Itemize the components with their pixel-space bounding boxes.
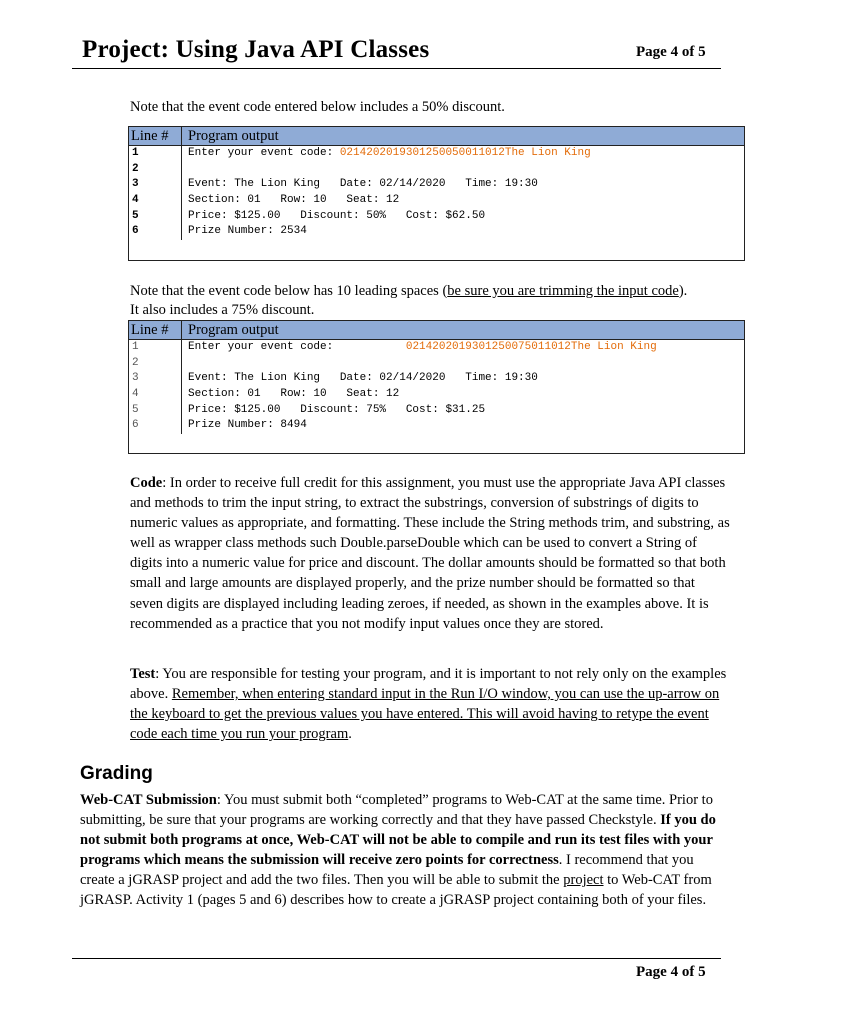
trim-hint: be sure you are trimming the input code: [447, 283, 679, 299]
output-line: [188, 146, 744, 162]
example2-note: Note that the event code below has 10 leading spaces (be sure you are trimming the input code).: [130, 283, 688, 299]
output-line: [188, 356, 744, 372]
output-line: Event: The Lion King Date: 02/14/2020 Time: 19:30: [188, 372, 538, 385]
code-text: : In order to receive full credit for this assignment, you must use the appropriate Java API classes and methods to trim the input string, to extract the substrings, conversion of substrings of digits to numeric values as appropriate, and formatting. These include the String methods trim, and substring, as well as wrapper class methods such Double.parseDouble which can be used to convert a String of digits into a numeric value for price and discount. The dollar amounts should be formatted so that both small and large amounts are displayed properly, and the prize number should be formatted so that seven digits are displayed including leading zeroes, if needed, as shown in the examples above. It is recommended as a practice that you not modify input values once they are stored.: [130, 475, 730, 632]
line-number: 5: [132, 209, 139, 222]
line-numbers: [129, 340, 182, 434]
line-numbers: [129, 146, 182, 240]
line-number: 6: [132, 419, 139, 432]
prompt-text: Enter your event code:: [188, 147, 340, 159]
program-output: [182, 146, 744, 240]
grading-heading: Grading: [80, 763, 153, 784]
example1-table: [128, 126, 745, 261]
example1-note: Note that the event code entered below includes a 50% discount.: [130, 99, 505, 115]
col-output-header: Program output: [188, 322, 279, 338]
user-input: 0214202019301250050011012The Lion King: [339, 147, 591, 159]
program-output: [182, 340, 744, 434]
output-line: [188, 340, 744, 356]
output-line: [188, 162, 744, 178]
output-line: Price: $125.00 Discount: 50% Cost: $62.50: [188, 209, 486, 222]
test-label: Test: [130, 666, 156, 682]
table-header: [129, 127, 744, 146]
code-paragraph: [130, 473, 730, 634]
line-number: 6: [132, 225, 139, 238]
footer-page-number: Page 4 of 5: [636, 964, 706, 980]
col-line-header: Line #: [129, 127, 182, 145]
output-line: Event: The Lion King Date: 02/14/2020 Time: 19:30: [188, 178, 538, 191]
footer-rule: [72, 958, 721, 959]
prompt-text: Enter your event code:: [188, 341, 406, 353]
test-paragraph: Test: You are responsible for testing your program, and it is important to not rely only on the examples above. Remember, when entering standard input in the Run I/O window, you can use the up-arrow on the keyboard to get the previous values you have entered. This will avoid having to retype the event code each time you run your program.: [130, 666, 727, 743]
line-number: 4: [132, 388, 139, 401]
line-number: 5: [132, 403, 139, 416]
example2-note-line2: It also includes a 75% discount.: [130, 302, 315, 318]
output-line: Price: $125.00 Discount: 75% Cost: $31.25: [188, 403, 486, 416]
webcat-label: Web-CAT Submission: [80, 792, 217, 808]
project-link[interactable]: project: [563, 872, 604, 889]
line-number: 4: [132, 194, 139, 207]
output-line: Prize Number: 2534: [188, 225, 307, 238]
line-number: 3: [132, 372, 139, 385]
line-number: 1: [132, 341, 139, 353]
line-number: 1: [132, 147, 139, 159]
line-number: 2: [132, 356, 139, 369]
output-line: Prize Number: 8494: [188, 419, 307, 432]
line-number: 2: [132, 162, 139, 175]
col-line-header: Line #: [129, 321, 182, 339]
code-label: Code: [130, 475, 163, 491]
table-header: [129, 321, 744, 340]
test-text: : You are responsible for testing your program, and it is important to not rely only on the examples above.: [130, 666, 727, 703]
test-tip: Remember, when entering standard input in the Run I/O window, you can use the up-arrow on the keyboard to get the previous values you have entered. This will avoid having to retype the event code each time you run your program: [130, 686, 720, 743]
warning-text: If you do not submit both programs at once, Web-CAT will not be able to compile and run its test files with your programs which means the submission will receive zero points for correctness: [80, 812, 716, 869]
header-rule: [72, 68, 721, 69]
output-line: Section: 01 Row: 10 Seat: 12: [188, 194, 400, 207]
output-line: Section: 01 Row: 10 Seat: 12: [188, 388, 400, 401]
header-page-number: Page 4 of 5: [636, 44, 706, 60]
user-input: 0214202019301250075011012The Lion King: [405, 341, 657, 353]
page-title: Project: Using Java API Classes: [82, 36, 430, 63]
col-output-header: Program output: [188, 128, 279, 144]
grading-paragraph: Web-CAT Submission: You must submit both “completed” programs to Web-CAT at the same time. Prior to submitting, be sure that your programs are working correctly and that they have passed Checkstyle. If you do not submit both programs at once, Web-CAT will not be able to compile and run its test files with your programs which means the submission will receive zero points for correctness. I recommend that you create a jGRASP project and add the two files. Then you will be able to submit the project to Web-CAT from jGRASP. Activity 1 (pages 5 and 6) describes how to create a jGRASP project containing both of your files.: [80, 792, 716, 909]
example2-table: [128, 320, 745, 454]
line-number: 3: [132, 178, 139, 191]
